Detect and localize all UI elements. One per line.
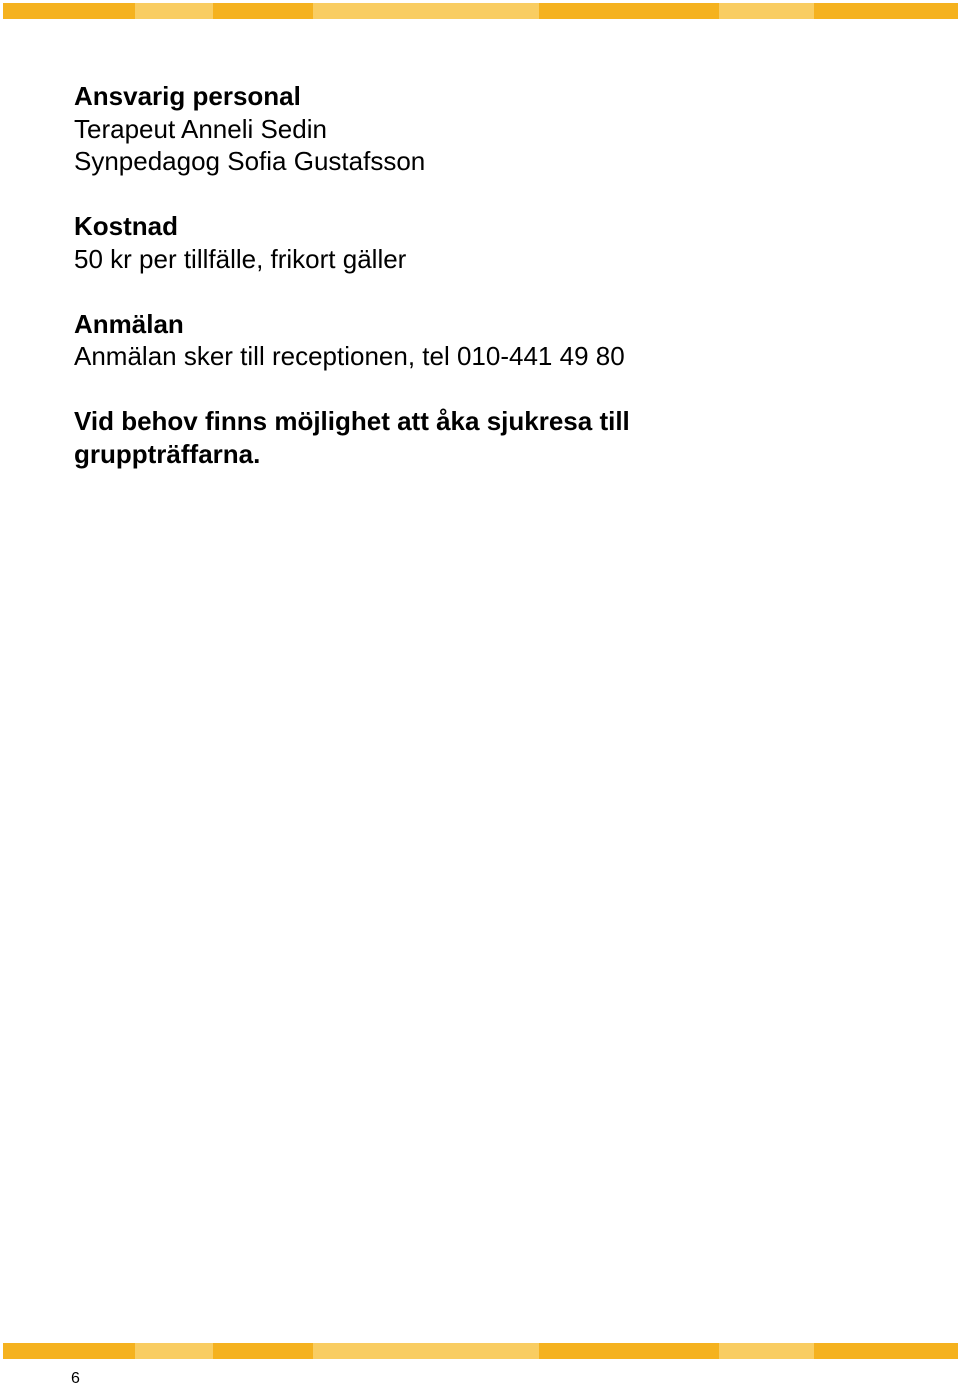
registration-text: Anmälan sker till receptionen, tel 010-441 49 80 [74, 341, 625, 371]
personnel-line-therapist: Terapeut Anneli Sedin [74, 113, 327, 144]
personnel-line-educator: Synpedagog Sofia Gustafsson [74, 146, 426, 176]
header-decorative-stripe [3, 3, 958, 19]
personnel-heading: Ansvarig personal [74, 81, 301, 111]
travel-section [74, 405, 674, 470]
personnel-section [74, 80, 674, 178]
document-body [74, 80, 674, 503]
travel-text: Vid behov finns möjlighet att åka sjukresa till gruppträffarna. [74, 406, 630, 469]
footer-decorative-stripe [3, 1343, 958, 1359]
cost-text: 50 kr per tillfälle, frikort gäller [74, 243, 407, 274]
registration-heading: Anmälan [74, 308, 184, 339]
cost-heading: Kostnad [74, 211, 178, 241]
cost-section [74, 210, 674, 275]
page-number: 6 [71, 1370, 80, 1387]
registration-section [74, 308, 674, 373]
